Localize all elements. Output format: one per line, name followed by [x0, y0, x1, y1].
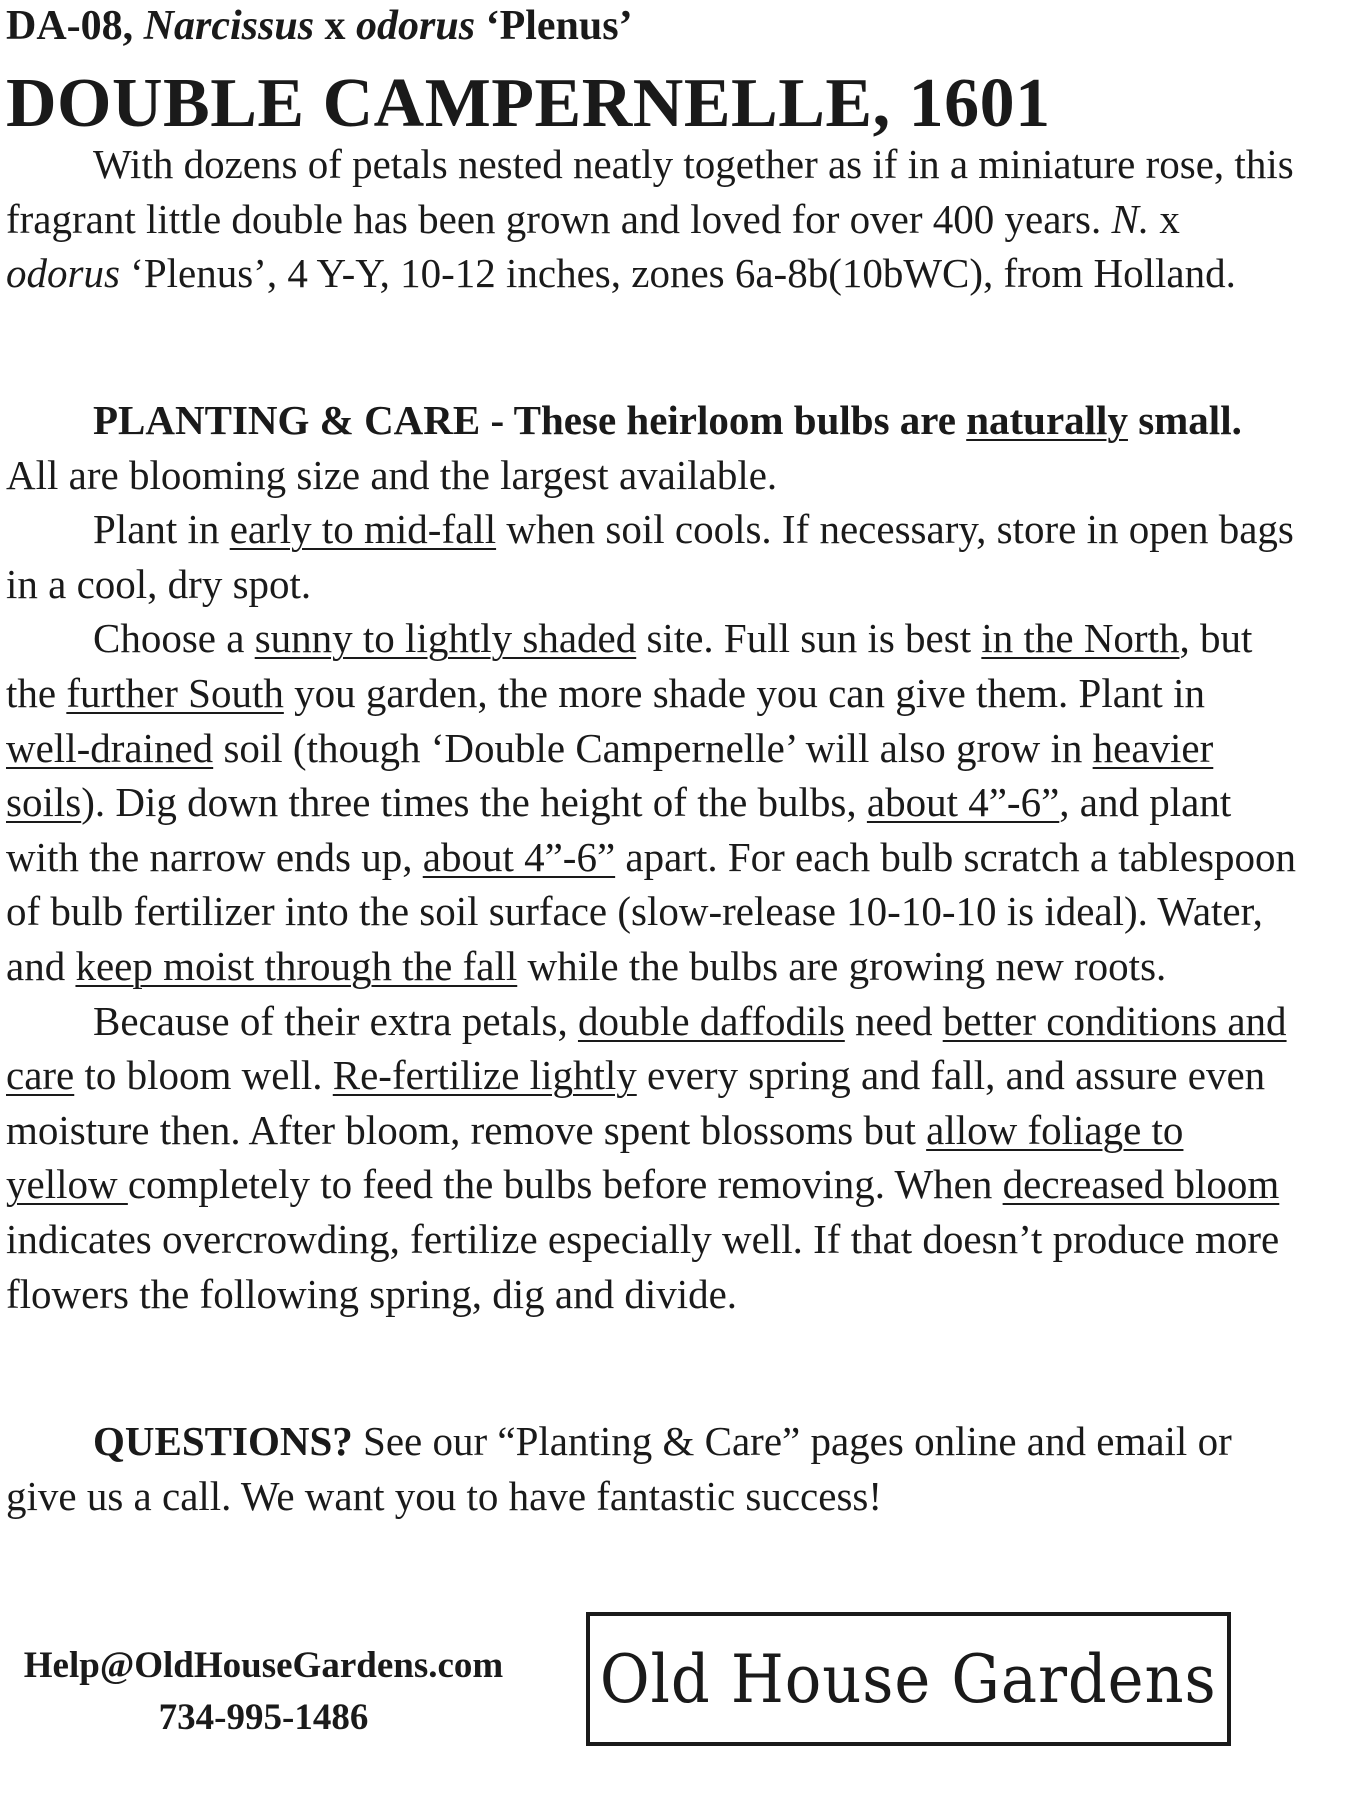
genus-name: Narcissus — [143, 3, 315, 49]
planting-paragraph-1 — [6, 393, 1296, 502]
emphasis-text: early to mid-fall — [229, 506, 497, 553]
genus-abbreviation: N. — [1111, 195, 1150, 242]
planting-care-section — [6, 393, 1296, 1321]
contact-phone[interactable]: 734-995-1486 — [158, 1697, 369, 1738]
heading-text: PLANTING & CARE - These heirloom bulbs are — [93, 397, 967, 443]
questions-text: See our “Planting & Care” pages online and email or give us a call. We want you to have fantastic success! — [6, 1418, 1232, 1519]
brand-logo — [586, 1612, 1231, 1746]
emphasis-text: sunny to lightly shaded — [254, 615, 637, 662]
planting-paragraph-2 — [6, 502, 1296, 611]
text: soil (though ‘Double Campernelle’ will also grow in — [213, 724, 1093, 771]
text: ). Dig down three times the height of the bulbs, — [81, 779, 867, 826]
logo-text: Old House Gardens — [600, 1640, 1217, 1718]
text: site. Full sun is best — [636, 615, 982, 662]
planting-heading — [93, 397, 1242, 443]
text: indicates overcrowding, fertilize especially well. If that doesn’t produce more flowers the following spring, dig and divide. — [6, 1215, 1280, 1317]
questions-heading: QUESTIONS? — [93, 1418, 353, 1464]
emphasis-text: naturally — [966, 397, 1128, 443]
intro-text: ‘Plenus’, 4 Y-Y, 10-12 inches, zones 6a-8b(10bWC), from Holland. — [119, 250, 1236, 297]
emphasis-text: about 4”-6” — [866, 779, 1060, 826]
intro-section — [6, 137, 1296, 301]
intro-text: x — [1149, 195, 1180, 242]
emphasis-text: allow foliage to yellow — [6, 1106, 1184, 1208]
text: , but the — [6, 615, 1253, 716]
emphasis-text: double daffodils — [577, 997, 845, 1044]
text: while the bulbs are growing new roots. — [517, 942, 1167, 989]
text: , and plant with the narrow ends up, — [6, 779, 1232, 880]
page-title: DOUBLE CAMPERNELLE, 1601 — [6, 65, 1051, 142]
emphasis-text: decreased bloom — [1002, 1161, 1280, 1208]
text: Because of their extra petals, — [93, 997, 578, 1044]
planting-paragraph-3 — [6, 611, 1296, 993]
species-name: odorus — [6, 250, 120, 297]
emphasis-text: heavier soils — [6, 724, 1214, 826]
questions-section — [6, 1414, 1296, 1523]
text: to bloom well. — [74, 1052, 333, 1099]
cultivar-name: ‘Plenus’ — [485, 3, 633, 49]
text: need — [844, 997, 943, 1044]
emphasis-text: in the North — [981, 615, 1180, 662]
emphasis-text: keep moist through the fall — [75, 942, 518, 989]
text: when soil cools. If necessary, store in open bags in a cool, dry spot. — [6, 506, 1294, 607]
product-code-line — [6, 2, 633, 50]
text: completely to feed the bulbs before removing. When — [127, 1161, 1003, 1208]
text: apart. For each bulb scratch a tablespoon of bulb fertilizer into the soil surface (slow-release 10-10-10 is ideal). Water, and — [6, 833, 1296, 989]
text: Choose a — [93, 615, 255, 662]
intro-paragraph — [6, 137, 1296, 301]
emphasis-text: better conditions and care — [6, 997, 1287, 1099]
contact-block — [16, 1640, 511, 1744]
contact-email[interactable]: Help@OldHouseGardens.com — [23, 1645, 504, 1686]
sizes-text: All are blooming size and the largest available. — [6, 451, 778, 498]
hybrid-mark: x — [324, 3, 346, 49]
intro-text: With dozens of petals nested neatly together as if in a miniature rose, this fragrant little double has been grown and loved for over 400 years. — [6, 141, 1294, 242]
emphasis-text: well-drained — [6, 724, 214, 771]
planting-paragraph-4 — [6, 994, 1296, 1322]
product-code: DA-08, — [6, 3, 134, 49]
text: every spring and fall, and assure even moisture then. After bloom, remove spent blossoms but — [6, 1052, 1266, 1153]
emphasis-text: about 4”-6” — [422, 833, 616, 880]
emphasis-text: Re-fertilize lightly — [332, 1052, 637, 1099]
text: you garden, the more shade you can give them. Plant in — [283, 669, 1205, 716]
heading-text: small. — [1127, 397, 1242, 443]
species-name: odorus — [356, 3, 476, 49]
questions-paragraph — [6, 1414, 1296, 1523]
text: Plant in — [93, 506, 230, 553]
emphasis-text: further South — [66, 669, 284, 716]
